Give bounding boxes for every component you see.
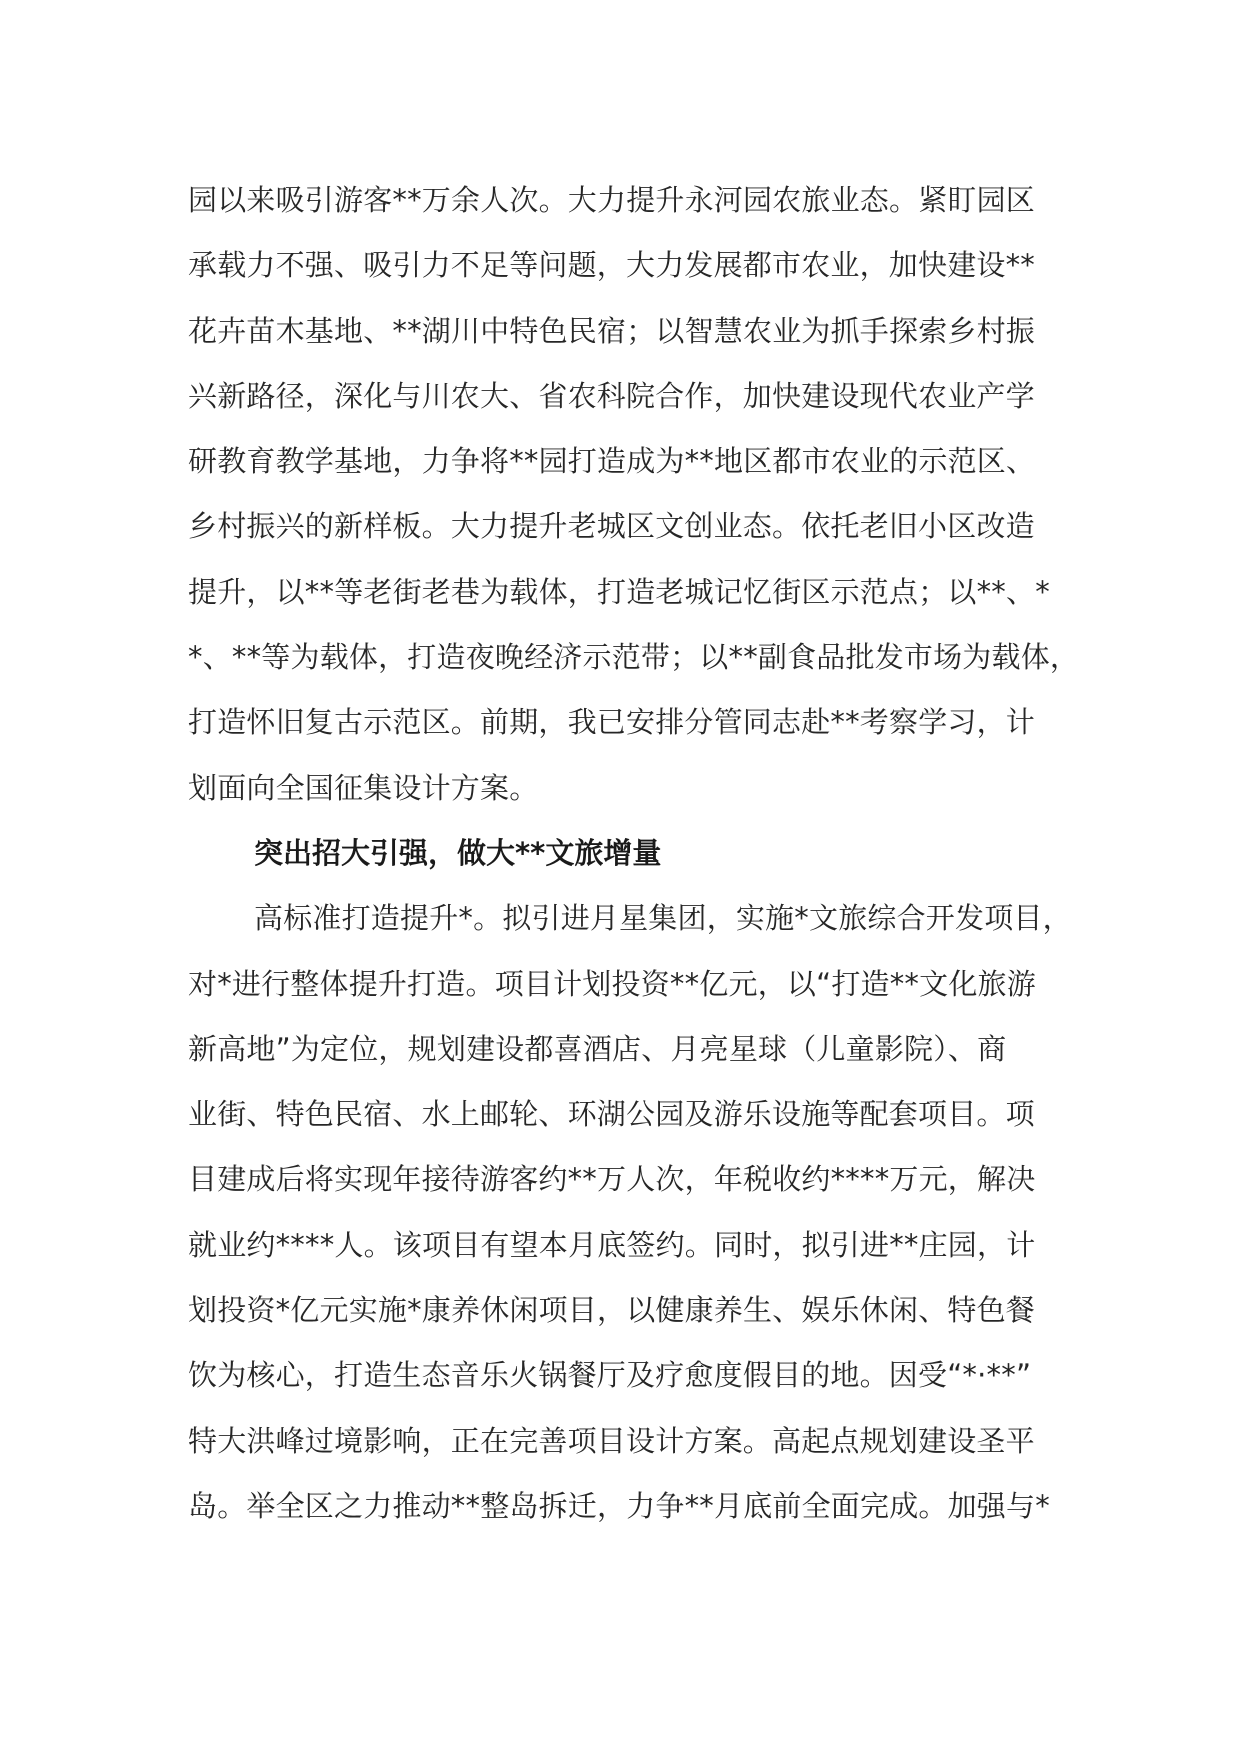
text-line: 目建成后将实现年接待游客约**万人次，年税收约****万元，解决 [188,1162,1036,1197]
text-line: 兴新路径，深化与川农大、省农科院合作，加快建设现代农业产学 [188,378,1035,413]
text-line: 岛。举全区之力推动**整岛拆迁，力争**月底前全面完成。加强与* [188,1488,1050,1523]
text-line: 划面向全国征集设计方案。 [188,770,539,805]
text-line: 业街、特色民宿、水上邮轮、环湖公园及游乐设施等配套项目。项 [188,1097,1035,1132]
text-line: 划投资*亿元实施*康养休闲项目，以健康养生、娱乐休闲、特色餐 [188,1293,1036,1328]
text-line: 研教育教学基地，力争将**园打造成为**地区都市农业的示范区、 [188,444,1036,479]
text-line: *、**等为载体，打造夜晚经济示范带；以**副食品批发市场为载体， [188,640,1080,675]
text-line: 花卉苗木基地、**湖川中特色民宿；以智慧农业为抓手探索乡村振 [188,313,1036,348]
text-line: 园以来吸引游客**万余人次。大力提升永河园农旅业态。紧盯园区 [188,183,1036,217]
text-line: 新高地”为定位，规划建设都喜酒店、月亮星球（儿童影院）、商 [188,1031,1007,1066]
document-body [188,168,1088,1539]
text-line: 对*进行整体提升打造。项目计划投资**亿元，以“打造**文化旅游 [188,966,1036,1001]
paragraph-1 [188,168,1088,821]
paragraph-2 [188,886,1088,1539]
text-line: 饮为核心，打造生态音乐火锅餐厅及疗愈度假目的地。因受“*·**” [188,1358,1032,1393]
section-heading: 突出招大引强，做大**文旅增量 [254,835,662,870]
text-line: 就业约****人。该项目有望本月底签约。同时，拟引进**庄园，计 [188,1227,1036,1262]
text-line: 打造怀旧复古示范区。前期，我已安排分管同志赴**考察学习，计 [188,705,1036,740]
text-line: 提升，以**等老街老巷为载体，打造老城记忆街区示范点；以**、* [188,574,1050,609]
text-line: 特大洪峰过境影响，正在完善项目设计方案。高起点规划建设圣平 [188,1423,1035,1458]
text-line: 乡村振兴的新样板。大力提升老城区文创业态。依托老旧小区改造 [188,509,1035,544]
text-line: 高标准打造提升*。拟引进月星集团，实施*文旅综合开发项目， [254,901,1072,936]
text-line: 承载力不强、吸引力不足等问题，大力发展都市农业，加快建设** [188,248,1036,283]
